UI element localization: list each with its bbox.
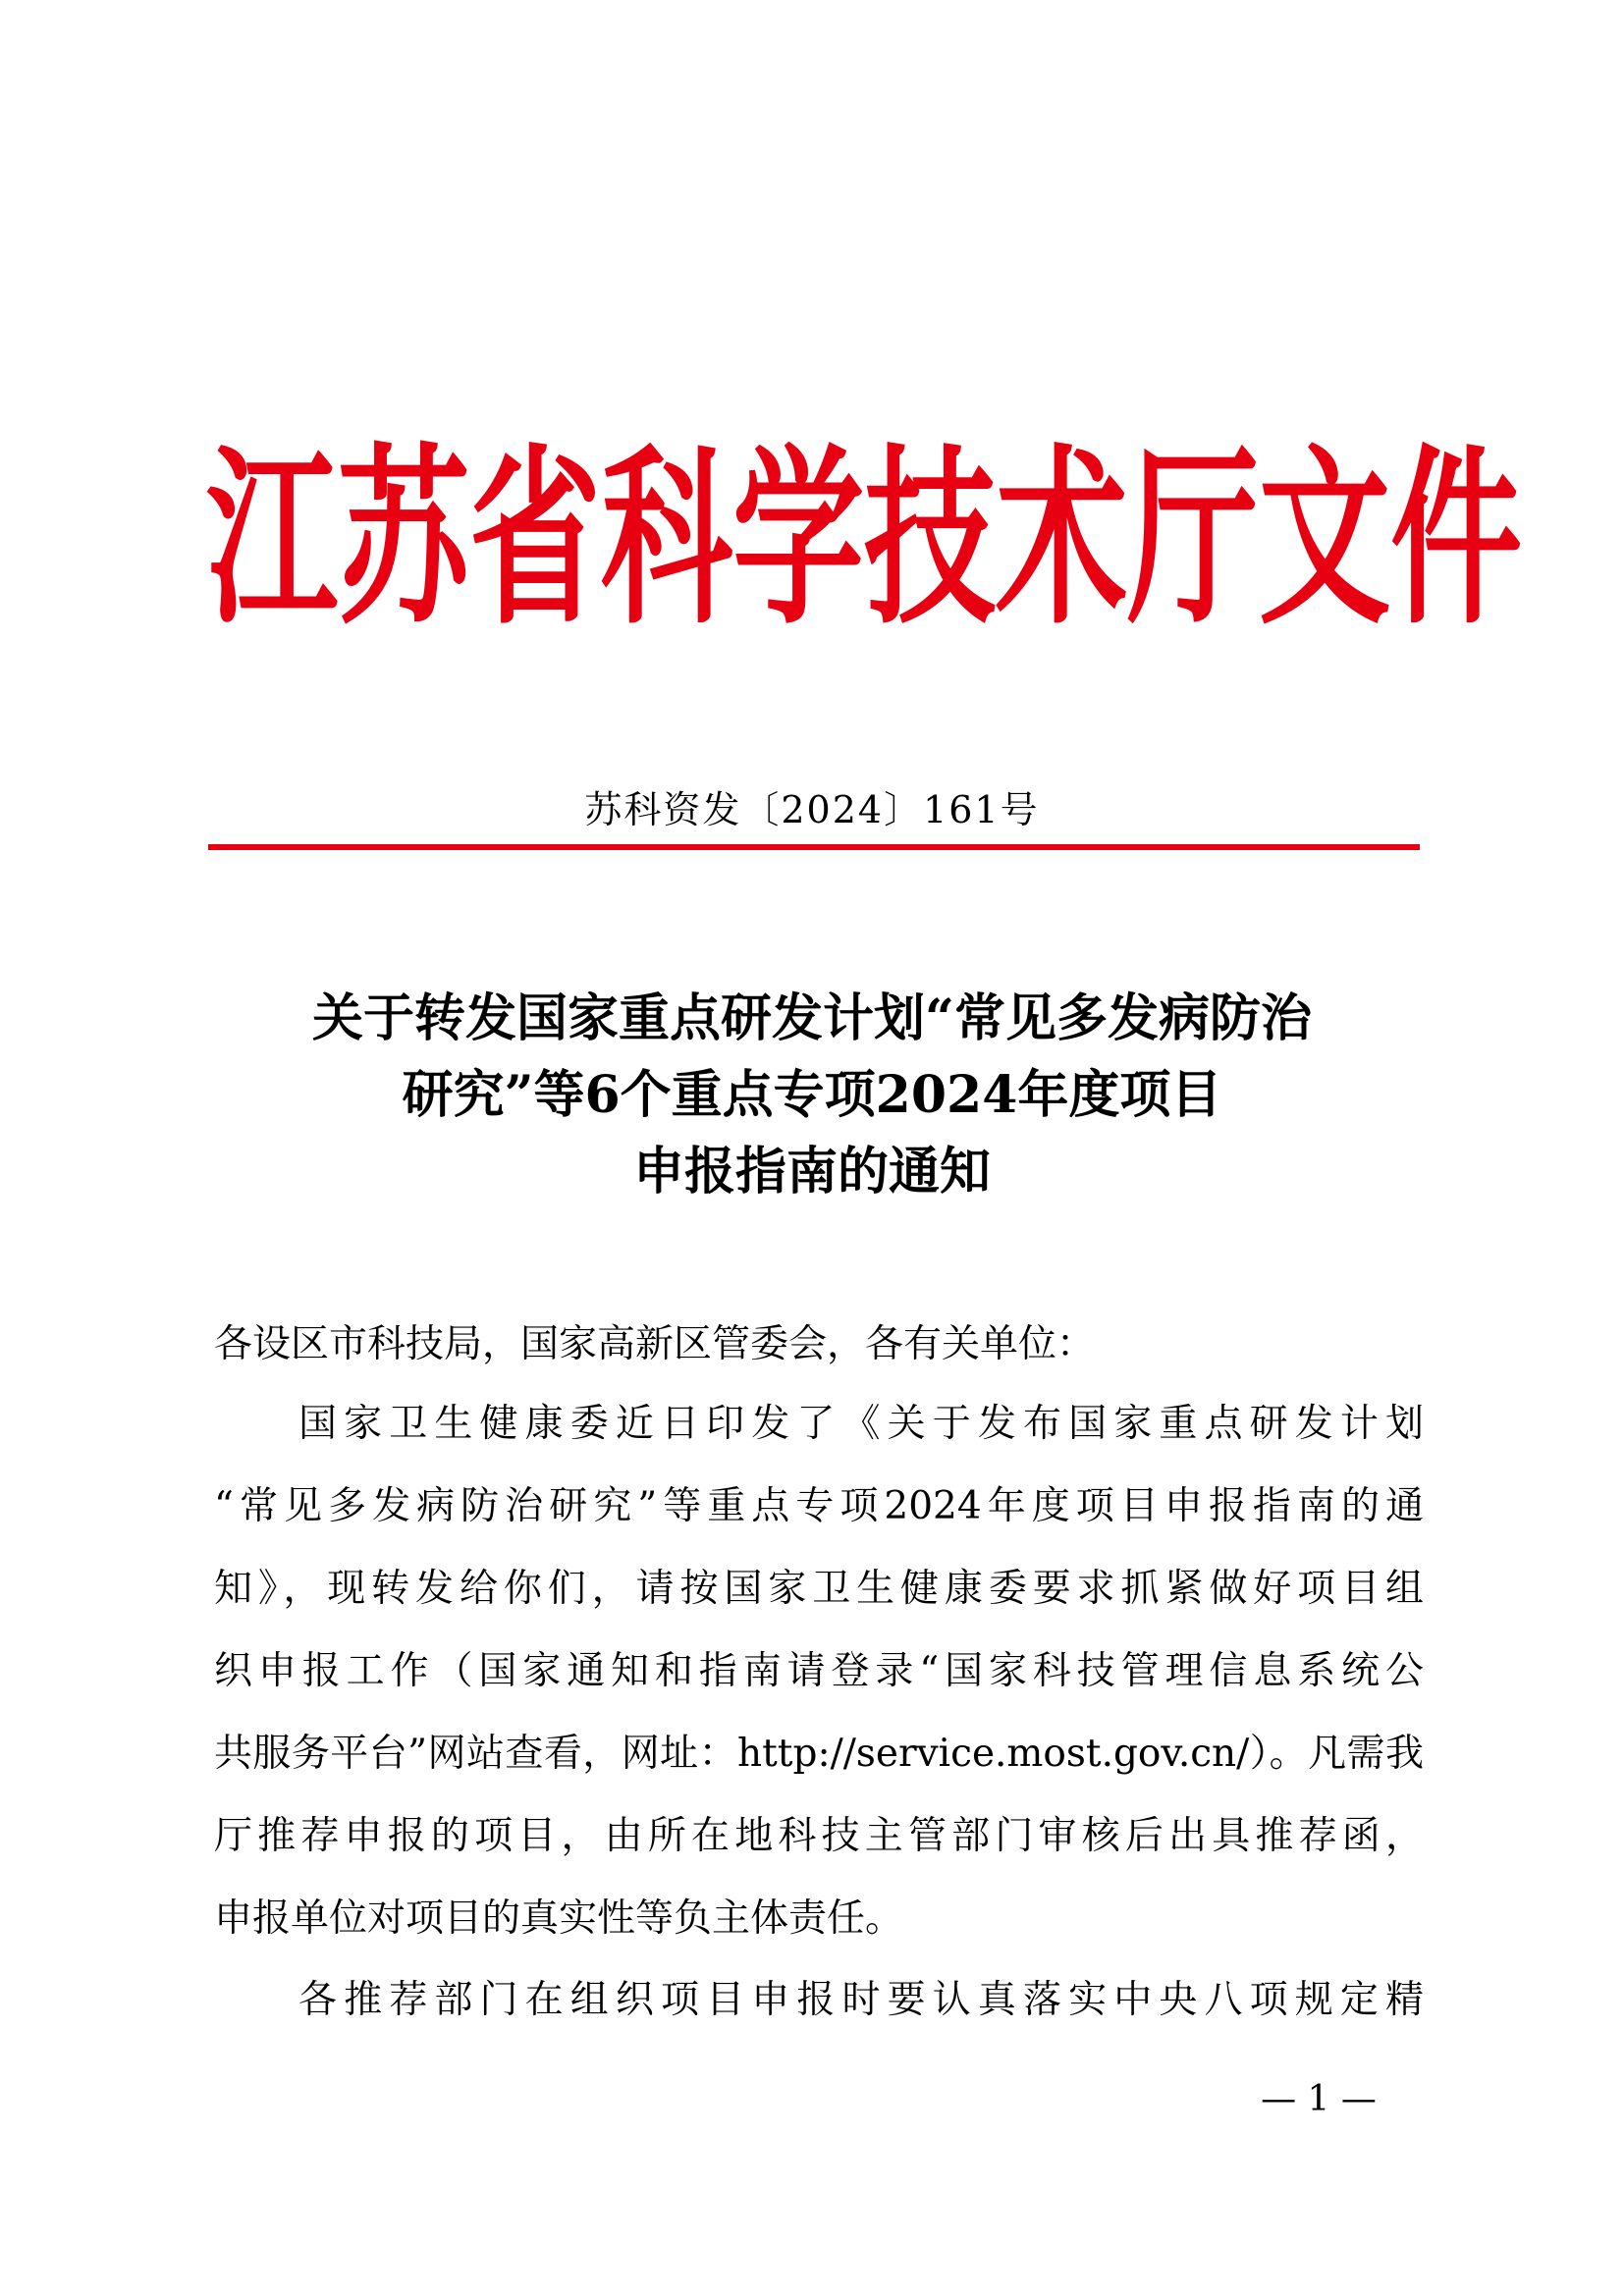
document-title-line-3: 申报指南的通知 (632, 1142, 991, 1201)
masthead-char: 苏 (338, 425, 470, 651)
masthead-char: 技 (864, 425, 997, 651)
paragraph-line: “常见多发病防治研究”等重点专项2024年度项目申报指南的通 (214, 1484, 1424, 1528)
document-title-line-1: 关于转发国家重点研发计划“常见多发病防治 (312, 988, 1312, 1048)
masthead-char: 厅 (1127, 425, 1260, 651)
masthead-char: 术 (996, 425, 1128, 651)
masthead (206, 425, 1523, 651)
red-divider-line (208, 844, 1420, 850)
masthead-char: 件 (1390, 425, 1523, 651)
paragraph-line: 各推荐部门在组织项目申报时要认真落实中央八项规定精 (298, 1978, 1424, 2022)
paragraph-line: 国家卫生健康委近日印发了《关于发布国家重点研发计划 (298, 1402, 1424, 1446)
paragraph-line: 厅推荐申报的项目，由所在地科技主管部门审核后出具推荐函， (214, 1814, 1424, 1858)
paragraph-line: 知》，现转发给你们，请按国家卫生健康委要求抓紧做好项目组 (214, 1567, 1424, 1611)
paragraph-line: 共服务平台”网站查看，网址：http://service.most.gov.cn/）。凡需我 (214, 1732, 1424, 1776)
masthead-char: 科 (601, 425, 733, 651)
paragraph-line: 织申报工作（国家通知和指南请登录“国家科技管理信息系统公 (214, 1649, 1424, 1693)
salutation: 各设区市科技局，国家高新区管委会，各有关单位： (214, 1322, 1096, 1366)
document-title-line-2: 研究”等6个重点专项2024年度项目 (402, 1065, 1222, 1125)
page-number: — 1 — (1261, 2079, 1377, 2119)
masthead-char: 文 (1259, 425, 1391, 651)
paragraph-2 (214, 1974, 1424, 2056)
masthead-char: 江 (206, 425, 339, 651)
paragraph-1 (214, 1398, 1424, 1975)
paragraph-line: 申报单位对项目的真实性等负主体责任。 (214, 1896, 904, 1941)
masthead-char: 学 (732, 425, 865, 651)
masthead-char: 省 (469, 425, 602, 651)
document-number: 苏科资发〔2024〕161号 (584, 788, 1040, 831)
